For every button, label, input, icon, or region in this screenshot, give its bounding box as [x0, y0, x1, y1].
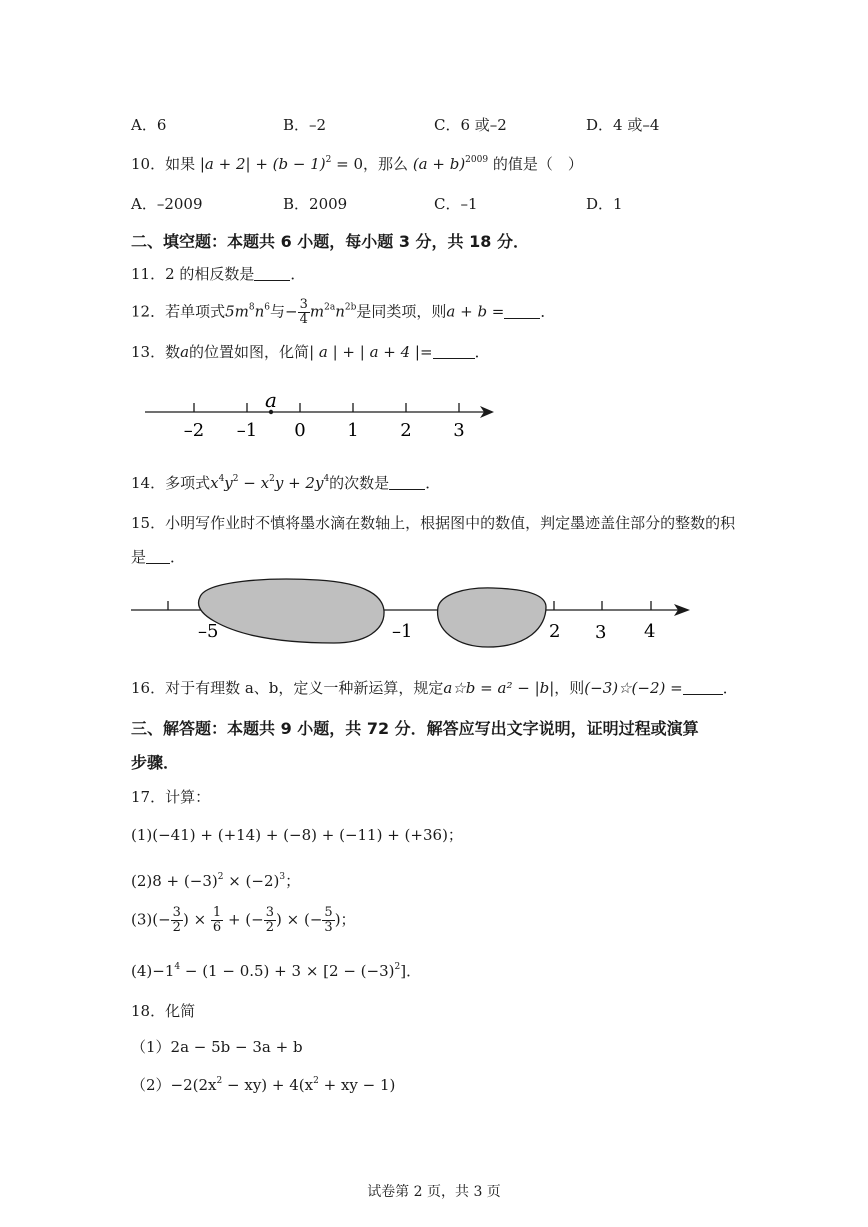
- question-17-part-1: (1)(−41) + (+14) + (−8) + (−11) + (+36)；: [131, 826, 463, 844]
- tick-label: 3: [595, 622, 607, 643]
- question-15-line-1: 15．小明写作业时不慎将墨水滴在数轴上，根据图中的数值，判定墨迹盖住部分的整数的积: [131, 514, 736, 532]
- tick-label: 3: [453, 420, 465, 441]
- tick-label: 1: [347, 420, 359, 441]
- section-3-heading: 三、解答题：本题共 9 小题，共 72 分．解答应写出文字说明，证明过程或演算: [131, 719, 699, 738]
- q9-option-a: A．6: [131, 116, 167, 134]
- number-line-q13: [140, 385, 505, 445]
- fraction: $\frac{5}{3}$: [324, 905, 333, 935]
- section-3-heading-cont: 步骤．: [131, 753, 180, 772]
- answer-blank: [146, 549, 170, 564]
- tick-label: –5: [198, 621, 219, 642]
- ink-blot-right: [438, 588, 546, 647]
- question-10: 10．如果 $|a + 2| + (b - 1)^2 = 0$，那么 $(a + b)^{2009}$ 的值是（ ）: [131, 155, 583, 173]
- point-a-label: a: [265, 388, 277, 412]
- number-line-q15: [128, 575, 698, 655]
- answer-blank: [504, 304, 540, 319]
- answer-blank: [683, 680, 723, 695]
- question-16: 16．对于有理数 a、b，定义一种新运算，规定a☆b = a² − |b|，则(−3)☆(−2) = ．: [131, 679, 738, 697]
- answer-blank: [433, 344, 475, 359]
- tick-label: 4: [644, 621, 656, 642]
- tick-label: 0: [294, 420, 306, 441]
- q10-option-a: A．–2009: [131, 195, 203, 213]
- ink-blot-left: [199, 579, 385, 643]
- question-13: 13．数a的位置如图，化简| a | + | a + 4 |= ．: [131, 343, 490, 361]
- question-15-line-2: 是 ．: [131, 548, 186, 566]
- question-17-part-4: $(4)-1^4 - (1 - 0.5) + 3 \times [2 - (-3)^2]$．: [131, 962, 422, 980]
- question-11: 11．2 的相反数是 ．: [131, 265, 306, 283]
- q9-option-c: C．6 或–2: [434, 116, 507, 134]
- question-18-part-2: $(2)-2(2x^2 - xy) + 4(x^2$ + xy − 1): [131, 1076, 396, 1094]
- q10-option-d: D．1: [586, 195, 623, 213]
- section-2-heading: 二、填空题：本题共 6 小题，每小题 3 分，共 18 分．: [131, 232, 529, 251]
- tick-label: –2: [183, 420, 205, 441]
- question-17-part-2: $(2)8 + (-3)^2 \times (-2)^3$；: [131, 872, 301, 890]
- question-12: 12．若单项式$5m^8n^6$与− $\frac{3}{4}$ $m^{2a}n^{2b}$是同类项，则a + b = ．: [131, 297, 556, 327]
- answer-blank: [254, 266, 290, 281]
- tick-label: 2: [400, 420, 412, 441]
- answer-blank: [389, 475, 425, 490]
- question-17-part-3: (3)(− $\frac{3}{2}$ ) × $\frac{1}{6}$ + (− $\frac{3}{2}$ ) × (− $\frac{5}{3}$ )；: [131, 905, 356, 935]
- q9-option-d: D．4 或–4: [586, 116, 660, 134]
- q10-expression-2: (a + b): [412, 155, 466, 173]
- q10-option-b: B．2009: [283, 195, 348, 213]
- fraction: $\frac{1}{6}$: [212, 905, 222, 935]
- tick-label: 2: [549, 621, 561, 642]
- fraction: $\frac{3}{4}$: [299, 297, 308, 327]
- question-18-title: 18．化简: [131, 1002, 196, 1020]
- q10-option-c: C．–1: [434, 195, 478, 213]
- question-18-part-1: （1）2a − 5b − 3a + b: [131, 1038, 303, 1056]
- fraction: $\frac{3}{2}$: [265, 905, 275, 935]
- tick-label: –1: [236, 420, 258, 441]
- question-17-title: 17．计算：: [131, 788, 211, 806]
- question-14: 14．多项式$x^4y^2 - x^2y + 2y^4$的次数是 ．: [131, 474, 441, 492]
- q9-option-b: B．–2: [283, 116, 327, 134]
- tick-label: –1: [392, 621, 413, 642]
- q10-expression: |a + 2| + (b − 1): [199, 155, 326, 173]
- fraction: $\frac{3}{2}$: [172, 905, 181, 935]
- page-footer: 试卷第 2 页，共 3 页: [367, 1184, 501, 1200]
